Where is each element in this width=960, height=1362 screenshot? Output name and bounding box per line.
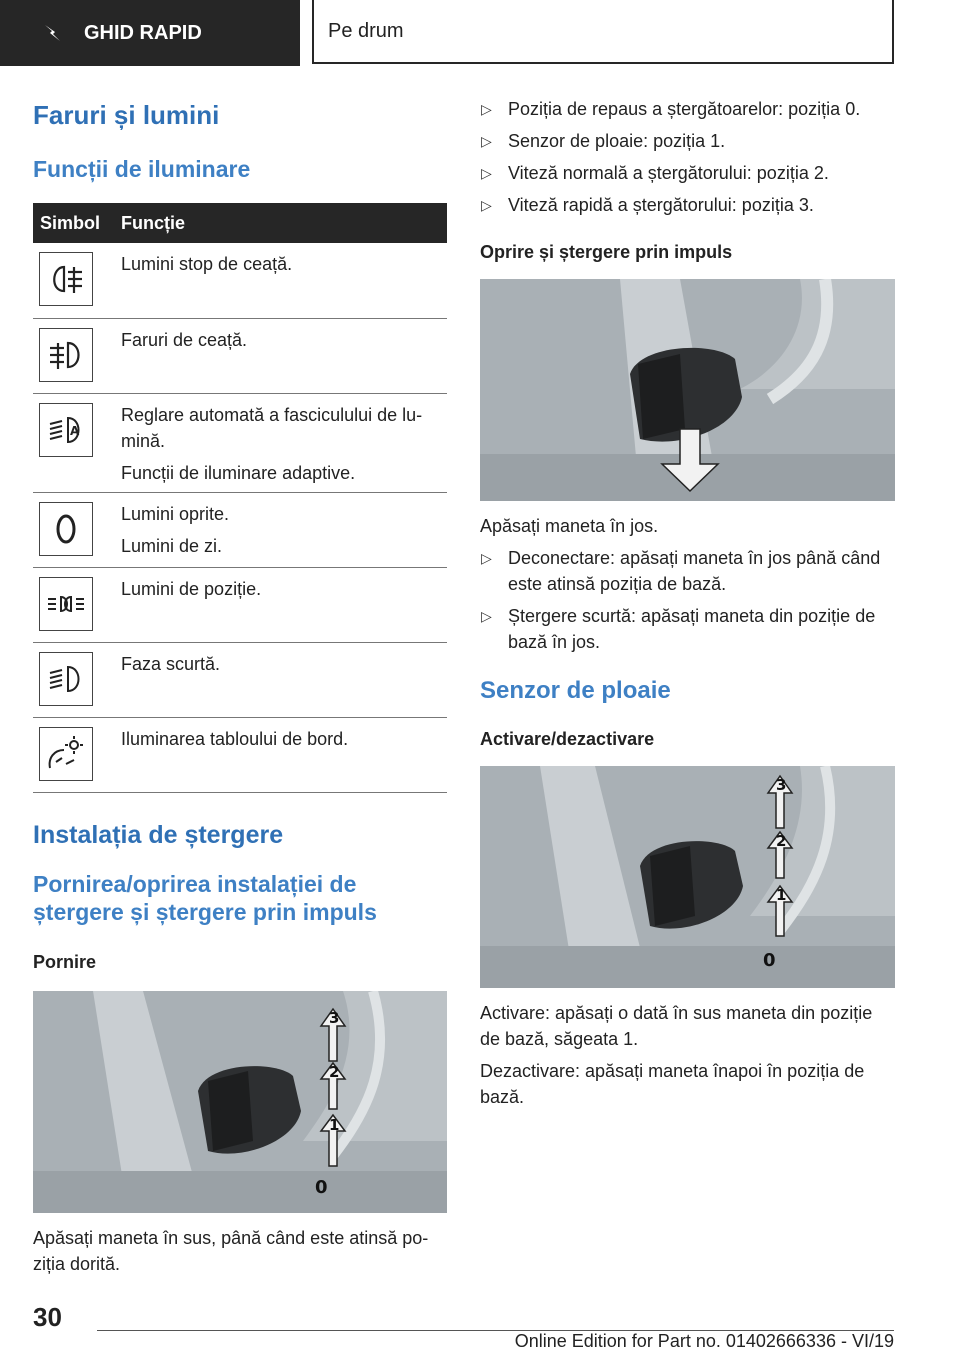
position-label-0: 0 (763, 950, 776, 971)
function-cell: Iluminarea tabloului de bord. (121, 717, 447, 792)
position-label-2: 2 (776, 832, 787, 850)
start-caption: Apăsați maneta în sus, până când este atinsă po-ziția dorită. (33, 1227, 429, 1274)
wiper-system-heading: Instalația de ștergere (33, 820, 284, 849)
triangle-bullet-icon: ▷ (481, 197, 492, 213)
list-item: ▷ Viteză normală a ștergătorului: poziția 2. (480, 160, 895, 186)
lighting-symbol-table (33, 203, 447, 793)
page-number: 30 (33, 1302, 62, 1332)
automatic-headlight-icon (39, 403, 93, 457)
list-item: ▷ Ștergere scurtă: apăsați maneta din poziție de bază în jos. (480, 603, 895, 655)
wiper-lever-photo-rain (480, 766, 895, 988)
triangle-bullet-icon: ▷ (481, 550, 492, 566)
list-item: ▷ Viteză rapidă a ștergătorului: poziția 3. (480, 192, 895, 218)
rain-sensor-heading: Senzor de ploaie (480, 677, 671, 704)
position-label-3: 3 (329, 1008, 340, 1027)
triangle-bullet-icon: ▷ (481, 608, 492, 624)
triangle-bullet-icon: ▷ (481, 133, 492, 149)
edition-text: Online Edition for Part no. 01402666336 - VI/19 (514, 1331, 894, 1351)
impulse-list (480, 545, 895, 655)
wiper-lever-photo-up (33, 991, 447, 1213)
table-row (33, 243, 447, 318)
function-cell: Faruri de ceață. (121, 318, 447, 393)
section-header (312, 0, 894, 64)
front-fog-light-icon (39, 328, 93, 382)
position-label-2: 2 (329, 1062, 340, 1081)
column-header-symbol: Simbol (33, 203, 121, 243)
function-cell: Lumini oprite. Lumini de zi. (121, 492, 447, 567)
instrument-lighting-icon (39, 727, 93, 781)
list-item: ▷ Deconectare: apăsați maneta în jos până când este atinsă poziția de bază. (480, 545, 895, 597)
rear-fog-light-icon (39, 252, 93, 306)
lighting-functions-heading: Funcții de iluminare (33, 156, 251, 182)
list-item: ▷ Senzor de ploaie: poziția 1. (480, 128, 895, 154)
wiper-position-list (480, 96, 895, 218)
activate-text: Activare: apăsați o dată în sus maneta din poziție de bază, săgeata 1. (480, 1003, 873, 1049)
wiper-start-stop-heading: Pornirea/oprirea instalației de ștergere și ștergere prin impuls (33, 870, 377, 925)
left-column (33, 100, 447, 1277)
parking-light-icon (39, 577, 93, 631)
position-label-1: 1 (329, 1115, 340, 1134)
table-row (33, 717, 447, 792)
function-cell: Faza scurtă. (121, 642, 447, 717)
position-label-0: 0 (315, 1176, 328, 1198)
function-cell: Lumini stop de ceață. (121, 243, 447, 318)
footer-rule (97, 1330, 894, 1351)
column-header-function: Funcție (121, 203, 447, 243)
deactivate-text: Dezactivare: apăsați maneta înapoi în poziția de bază. (480, 1061, 865, 1107)
triangle-bullet-icon: ▷ (481, 165, 492, 181)
table-row (33, 642, 447, 717)
quick-guide-label: GHID RAPID (84, 21, 202, 44)
activation-heading: Activare/dezactivare (480, 729, 655, 749)
table-row (33, 393, 447, 492)
table-row (33, 492, 447, 567)
section-title: Pe drum (328, 19, 404, 42)
right-column (480, 96, 895, 1110)
impulse-heading: Oprire și ștergere prin impuls (480, 242, 733, 262)
svg-text:A: A (70, 423, 80, 438)
wiper-lever-photo-down (480, 279, 895, 501)
position-label-1: 1 (776, 886, 787, 904)
table-header-row (33, 203, 447, 243)
low-beam-icon (39, 652, 93, 706)
function-cell: Reglare automată a fasciculului de lu-mină. Funcții de iluminare adaptive. (121, 393, 447, 492)
position-label-3: 3 (776, 776, 787, 794)
table-row (33, 318, 447, 393)
table-row (33, 567, 447, 642)
quick-guide-tab[interactable] (0, 0, 300, 66)
function-cell: Lumini de poziție. (121, 567, 447, 642)
list-item: ▷ Poziția de repaus a ștergătoarelor: poziția 0. (480, 96, 895, 122)
triangle-bullet-icon: ▷ (481, 101, 492, 117)
lights-off-icon (39, 502, 93, 556)
page-title: Faruri și lumini (33, 100, 220, 130)
impulse-caption: Apăsați maneta în jos. (480, 516, 659, 536)
start-heading: Pornire (33, 951, 97, 972)
lightning-icon (42, 22, 64, 44)
